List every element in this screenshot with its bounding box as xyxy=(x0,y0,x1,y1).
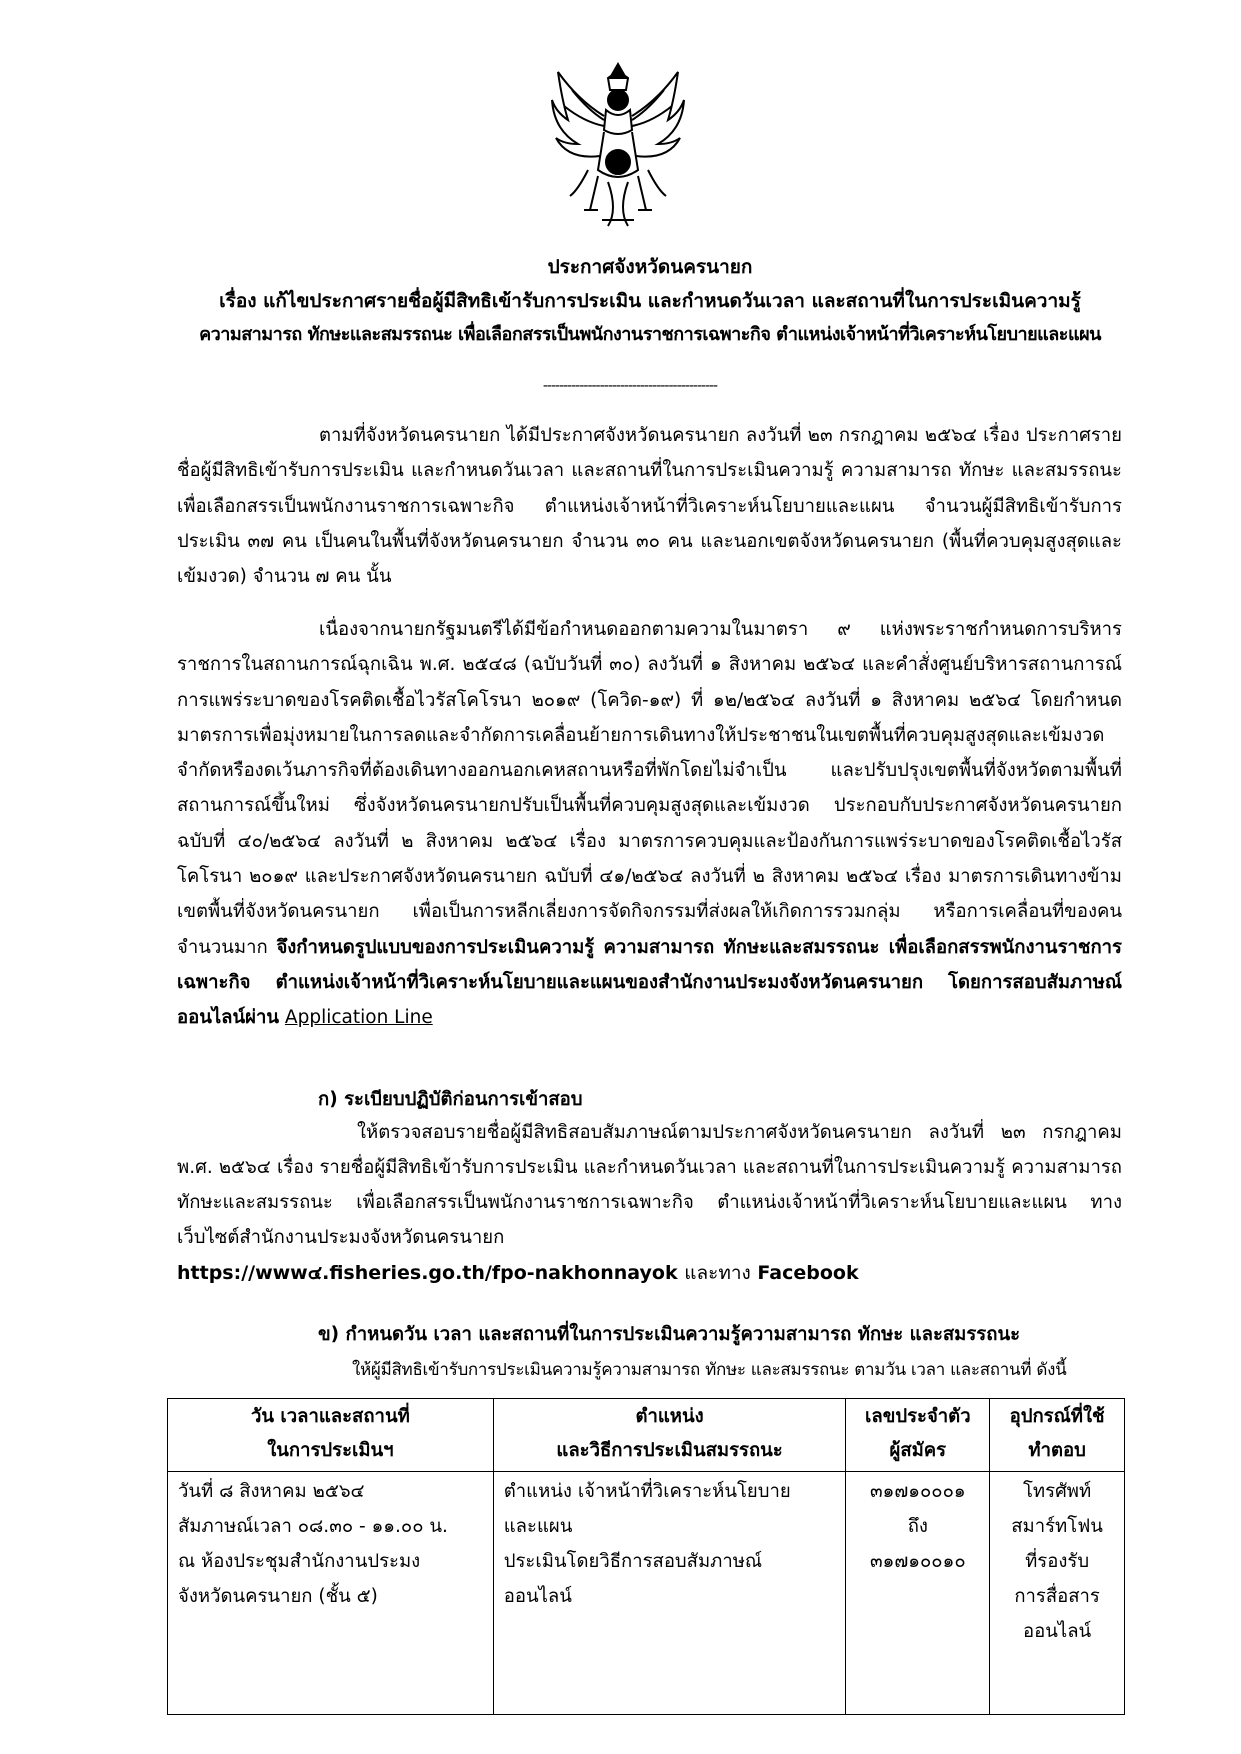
paragraph-2-text: เนื่องจากนายกรัฐมนตรีได้มีข้อกำหนดออกตามความในมาตรา ๙ แห่งพระราชกำหนดการบริหารราชการในสถานการณ์ฉุกเฉิน พ.ศ. ๒๕๔๘ (ฉบับวันที่ ๓๐) ลงวันที่ ๑ สิงหาคม ๒๕๖๔ และคำสั่งศูนย์บริหารสถานการณ์การแพร่ระบาดของโรคติดเชื้อไวรัสโคโรนา ๒๐๑๙ (โควิด-๑๙) ที่ ๑๒/๒๕๖๔ ลงวันที่ ๑ สิงหาคม ๒๕๖๔ โดยกำหนดมาตรการเพื่อมุ่งหมายในการลดและจำกัดการเคลื่อนย้ายการเดินทางให้ประชาชนในเขตพื้นที่ควบคุมสูงสุดและเข้มงวด จำกัดหรืองดเว้นภารกิจที่ต้องเดินทางออกนอกเคหสถานหรือที่พักโดยไม่จำเป็น และปรับปรุงเขตพื้นที่จังหวัดตามพื้นที่สถานการณ์ขึ้นใหม่ ซึ่งจังหวัดนครนายกปรับเป็นพื้นที่ควบคุมสูงสุดและเข้มงวด ประกอบกับประกาศจังหวัดนครนายก ฉบับที่ ๔๐/๒๕๖๔ ลงวันที่ ๒ สิงหาคม ๒๕๖๔ เรื่อง มาตรการควบคุมและป้องกันการแพร่ระบาดของโรคติดเชื้อไวรัสโคโรนา ๒๐๑๙ และประกาศจังหวัดนครนายก ฉบับที่ ๔๑/๒๕๖๔ ลงวันที่ ๒ สิงหาคม ๒๕๖๔ เรื่อง มาตรการเดินทางข้ามเขตพื้นที่จังหวัดนครนายก เพื่อเป็นการหลีกเลี่ยงการจัดกิจกรรมที่ส่งผลให้เกิดการรวมกลุ่ม หรือการเคลื่อนที่ของคนจำนวนมาก xyxy=(177,619,1122,958)
cell-date-place: วันที่ ๘ สิงหาคม ๒๕๖๔ สัมภาษณ์เวลา ๐๘.๓๐ - ๑๑.๐๐ น. ณ ห้องประชุมสำนักงานประมง จังหวัดนครนายก (ชั้น ๕) xyxy=(168,1472,494,1715)
header-applicant-id: เลขประจำตัว ผู้สมัคร xyxy=(846,1399,990,1472)
cell-applicant-id: ๓๑๗๑๐๐๐๑ ถึง ๓๑๗๑๐๐๑๐ xyxy=(846,1472,990,1715)
paragraph-1 xyxy=(177,418,1122,594)
table-header-row xyxy=(168,1399,1125,1472)
section-a-body xyxy=(177,1115,1122,1255)
announcement-subject-line-2: ความสามารถ ทักษะและสมรรถนะ เพื่อเลือกสรรเป็นพนักงานราชการเฉพาะกิจ ตำแหน่งเจ้าหน้าที่วิเคราะห์นโยบายและแผน xyxy=(199,324,1101,345)
paragraph-1-text: ตามที่จังหวัดนครนายก ได้มีประกาศจังหวัดนครนายก ลงวันที่ ๒๓ กรกฎาคม ๒๕๖๔ เรื่อง ประกาศรายชื่อผู้มีสิทธิเข้ารับการประเมิน และกำหนดวันเวลา และสถานที่ในการประเมินความรู้ ความสามารถ ทักษะ และสมรรถนะ เพื่อเลือกสรรเป็นพนักงานราชการเฉพาะกิจ ตำแหน่งเจ้าหน้าที่วิเคราะห์นโยบายและแผน จำนวนผู้มีสิทธิเข้ารับการประเมิน ๓๗ คน เป็นคนในพื้นที่จังหวัดนครนายก จำนวน ๓๐ คน และนอกเขตจังหวัดนครนายก (พื้นที่ควบคุมสูงสุดและเข้มงวด) จำนวน ๗ คน นั้น xyxy=(177,425,1122,588)
schedule-table xyxy=(167,1398,1125,1715)
paragraph-2-bold-text: จึงกำหนดรูปแบบของการประเมินความรู้ ความสามารถ ทักษะและสมรรถนะ เพื่อเลือกสรรพนักงานราชการเฉพาะกิจ ตำแหน่งเจ้าหน้าที่วิเคราะห์นโยบายและแผนของสำนักงานประมงจังหวัดนครนายก โดยการสอบสัมภาษณ์ออนไลน์ผ่าน xyxy=(177,936,1122,1029)
section-a-heading: ก) ระเบียบปฏิบัติก่อนการเข้าสอบ xyxy=(318,1089,583,1110)
section-a-body-text: ให้ตรวจสอบรายชื่อผู้มีสิทธิสอบสัมภาษณ์ตามประกาศจังหวัดนครนายก ลงวันที่ ๒๓ กรกฎาคม พ.ศ. ๒๕๖๔ เรื่อง รายชื่อผู้มีสิทธิเข้ารับการประเมิน และกำหนดวันเวลา และสถานที่ในการประเมินความรู้ ความสามารถ ทักษะและสมรรถนะ เพื่อเลือกสรรเป็นพนักงานราชการเฉพาะกิจ ตำแหน่งเจ้าหน้าที่วิเคราะห์นโยบายและแผน ทางเว็บไซต์สำนักงานประมงจังหวัดนครนายก xyxy=(177,1122,1122,1248)
section-b-body: ให้ผู้มีสิทธิเข้ารับการประเมินความรู้ความสามารถ ทักษะ และสมรรถนะ ตามวัน เวลา และสถานที่ ดังนี้ xyxy=(352,1360,1067,1380)
table-row xyxy=(168,1472,1125,1715)
announcement-title: ประกาศจังหวัดนครนายก xyxy=(547,256,753,278)
header-date-place: วัน เวลาและสถานที่ ในการประเมินฯ xyxy=(168,1399,494,1472)
header-position: ตำแหน่ง และวิธีการประเมินสมรรถนะ xyxy=(493,1399,846,1472)
paragraph-2 xyxy=(177,612,1122,1036)
section-a-links xyxy=(177,1258,859,1288)
header-equipment: อุปกรณ์ที่ใช้ ทำตอบ xyxy=(990,1399,1125,1472)
cell-position: ตำแหน่ง เจ้าหน้าที่วิเคราะห์นโยบาย และแผน ประเมินโดยวิธีการสอบสัมภาษณ์ ออนไลน์ xyxy=(493,1472,846,1715)
garuda-emblem-icon xyxy=(548,60,688,230)
and-via-text: และทาง xyxy=(684,1262,751,1284)
section-b-heading: ข) กำหนดวัน เวลา และสถานที่ในการประเมินความรู้ความสามารถ ทักษะ และสมรรถนะ xyxy=(318,1324,1021,1345)
facebook-text: Facebook xyxy=(757,1262,859,1284)
cell-equipment: โทรศัพท์ สมาร์ทโฟน ที่รองรับ การสื่อสาร ออนไลน์ xyxy=(990,1472,1125,1715)
separator-line: ------------------------------------------- xyxy=(542,378,718,394)
application-line-text: Application Line xyxy=(284,1007,433,1029)
announcement-title-block xyxy=(170,250,1130,352)
website-url: https://www๔.fisheries.go.th/fpo-nakhonnayok xyxy=(177,1262,678,1284)
announcement-subject-line-1: เรื่อง แก้ไขประกาศรายชื่อผู้มีสิทธิเข้ารับการประเมิน และกำหนดวันเวลา และสถานที่ในการประเมินความรู้ xyxy=(219,290,1081,312)
